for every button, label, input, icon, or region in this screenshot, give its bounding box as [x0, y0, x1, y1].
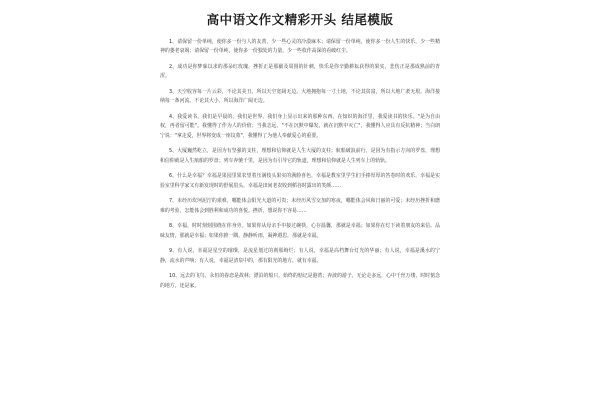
paragraph: 9、有人说，幸福是星空的璀璨，是流星划过的刹那绚烂；有人说，幸福是高档舞台灯光的华丽；有人说，幸福是溪水的宁静，流水的声响；有人说，幸福是清泉中的，那有阳光的地方，就有幸福。: [160, 248, 440, 264]
paragraph: 3、天空收容每一片云彩，不论其美丑，所以天空宽阔无边。大地拥抱每一寸土地，不论其贫富，所以大地广袤无垠。海洋接纳每一条河流，不论其大小，所以海洋广阔无边。: [160, 89, 440, 105]
paragraph: 8、幸福，时时刻刻围绕在你身旁。如果你从母亲手中接过碗筷，心存温馨，那就是幸福；如果你在灯下读着朋友的来信，品味友情，那就是幸福；如果你推一隅，静静听雨，凝神遐思，那就是幸福。: [160, 223, 440, 239]
page-title: 高中语文作文精彩开头 结尾模版: [206, 12, 394, 27]
paragraph: 2、成功是你梦寐以求的那朵红玫瑰，挫折正是那截及周围的针刺，快乐是你辛勤耕耘获得的果实，悲伤正是那成熟前的青涩。: [160, 64, 440, 80]
paragraph: 7、未经历坎坷泥泞的艰难，哪能体会阳光大道的可贵；未经历风雪交加的寒夜，哪能体会风和日丽的可爱；未经历挫折和磨难的考验，怎能体会到胜利和成功的喜悦。挫折，想说你不容易……: [160, 198, 440, 214]
paragraph: 5、大厦巍然屹立，是因为有坚强的支柱，理想和信仰就是人生大厦的支柱；航船破浪前行，是因为有指示方向的罗盘，理想和信仰就是人生航船的罗盘；列车奔驰千里，是因为有引导它的轨道，理想和信仰就是人生列车上的轨轨。: [160, 148, 440, 164]
paragraph: 10、远去的飞鸟，永恒的眷恋是故林；漂泊的船只，始终的惦记是港湾；奔波的游子，无论走多远，心中千丝万缕，时时惦念的地方，还是家。: [160, 273, 440, 289]
paragraph: 4、我爱读书，我们是早晨的，我们是世界，我们身上显示出来的那种东西。在知识的海洋里，我爱读书的快乐。"是为自由权，再者留可能"。我懂得了作为人的价值；当我志远，"不在沉默中爆发，就在沉默中灭亡"，我懂得人应具有反抗精神；当白朗宁说："拿走爱，世界将变成一座坟墓"，我懂得了为他人奉献爱心的重要。: [160, 114, 440, 139]
paragraph: 6、什么是幸福？幸福是果园里果农望着压满枝头果实的满脸喜色，幸福是教室里学生们手捧厚厚的答卷时的欢乐，幸福是实验室里科学家又有新发现时的舒展眉头，幸福是田间老农收到稻谷时露出的笑颜……: [160, 173, 440, 189]
paragraph-list: [160, 38, 440, 291]
paragraph: 1、请保留一份单纯，使你多一份与人的友善，少一些心灵的冷漠麻木；请保留一份单纯，使你多一份人生的快乐，少一些精神的萎老衰竭；请保留一份单纯，使你多一份独处的力量，少一些枚作高深的看破红尘。: [160, 39, 440, 55]
